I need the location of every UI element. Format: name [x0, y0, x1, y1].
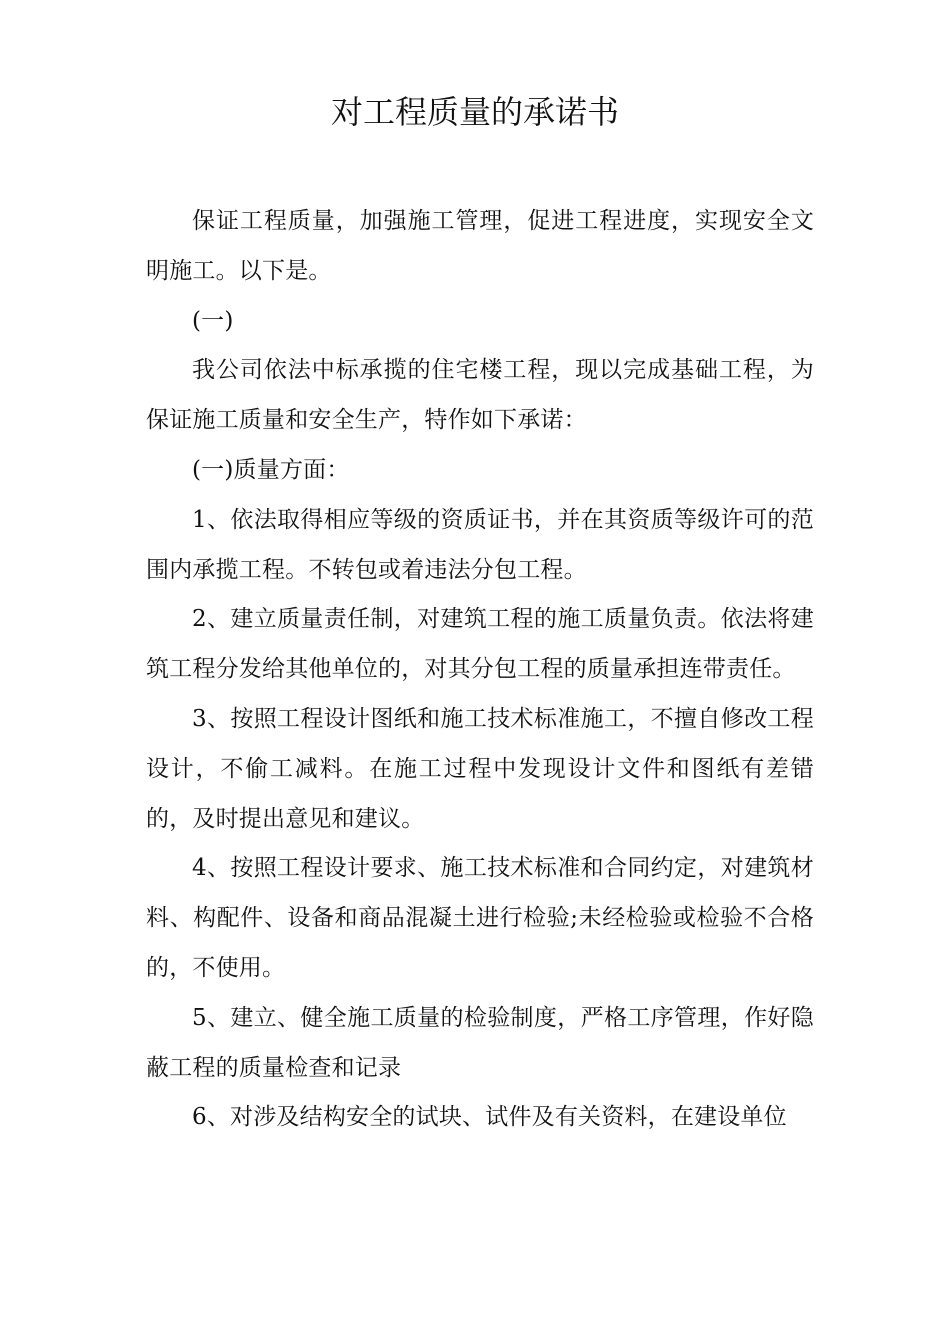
- paragraph-quality-heading: (一)质量方面：: [192, 456, 350, 483]
- paragraph-commitment-intro: 我公司依法中标承揽的住宅楼工程，现以完成基础工程，为保证施工质量和安全生产，特作如下承诺：: [146, 357, 814, 434]
- paragraph-item-4: 4、按照工程设计要求、施工技术标准和合同约定，对建筑材料、构配件、设备和商品混凝土进行检验;未经检验或检验不合格的，不使用。: [146, 855, 814, 981]
- document-body: [146, 197, 814, 1143]
- paragraph-item-5: 5、建立、健全施工质量的检验制度，严格工序管理，作好隐蔽工程的质量检查和记录: [146, 1004, 814, 1081]
- paragraph-item-6: 6、对涉及结构安全的试块、试件及有关资料，在建设单位: [192, 1104, 787, 1131]
- paragraph-item-3: 3、按照工程设计图纸和施工技术标准施工，不擅自修改工程设计，不偷工减料。在施工过程中发现设计文件和图纸有差错的，及时提出意见和建议。: [146, 705, 814, 832]
- paragraph-section-marker: (一): [192, 307, 234, 334]
- paragraph-item-1: 1、依法取得相应等级的资质证书，并在其资质等级许可的范围内承揽工程。不转包或着违法分包工程。: [146, 506, 814, 583]
- document-title: 对工程质量的承诺书: [330, 93, 619, 131]
- paragraph-item-2: 2、建立质量责任制，对建筑工程的施工质量负责。依法将建筑工程分发给其他单位的，对其分包工程的质量承担连带责任。: [146, 606, 814, 683]
- paragraph-intro: 保证工程质量，加强施工管理，促进工程进度，实现安全文明施工。以下是。: [146, 208, 814, 284]
